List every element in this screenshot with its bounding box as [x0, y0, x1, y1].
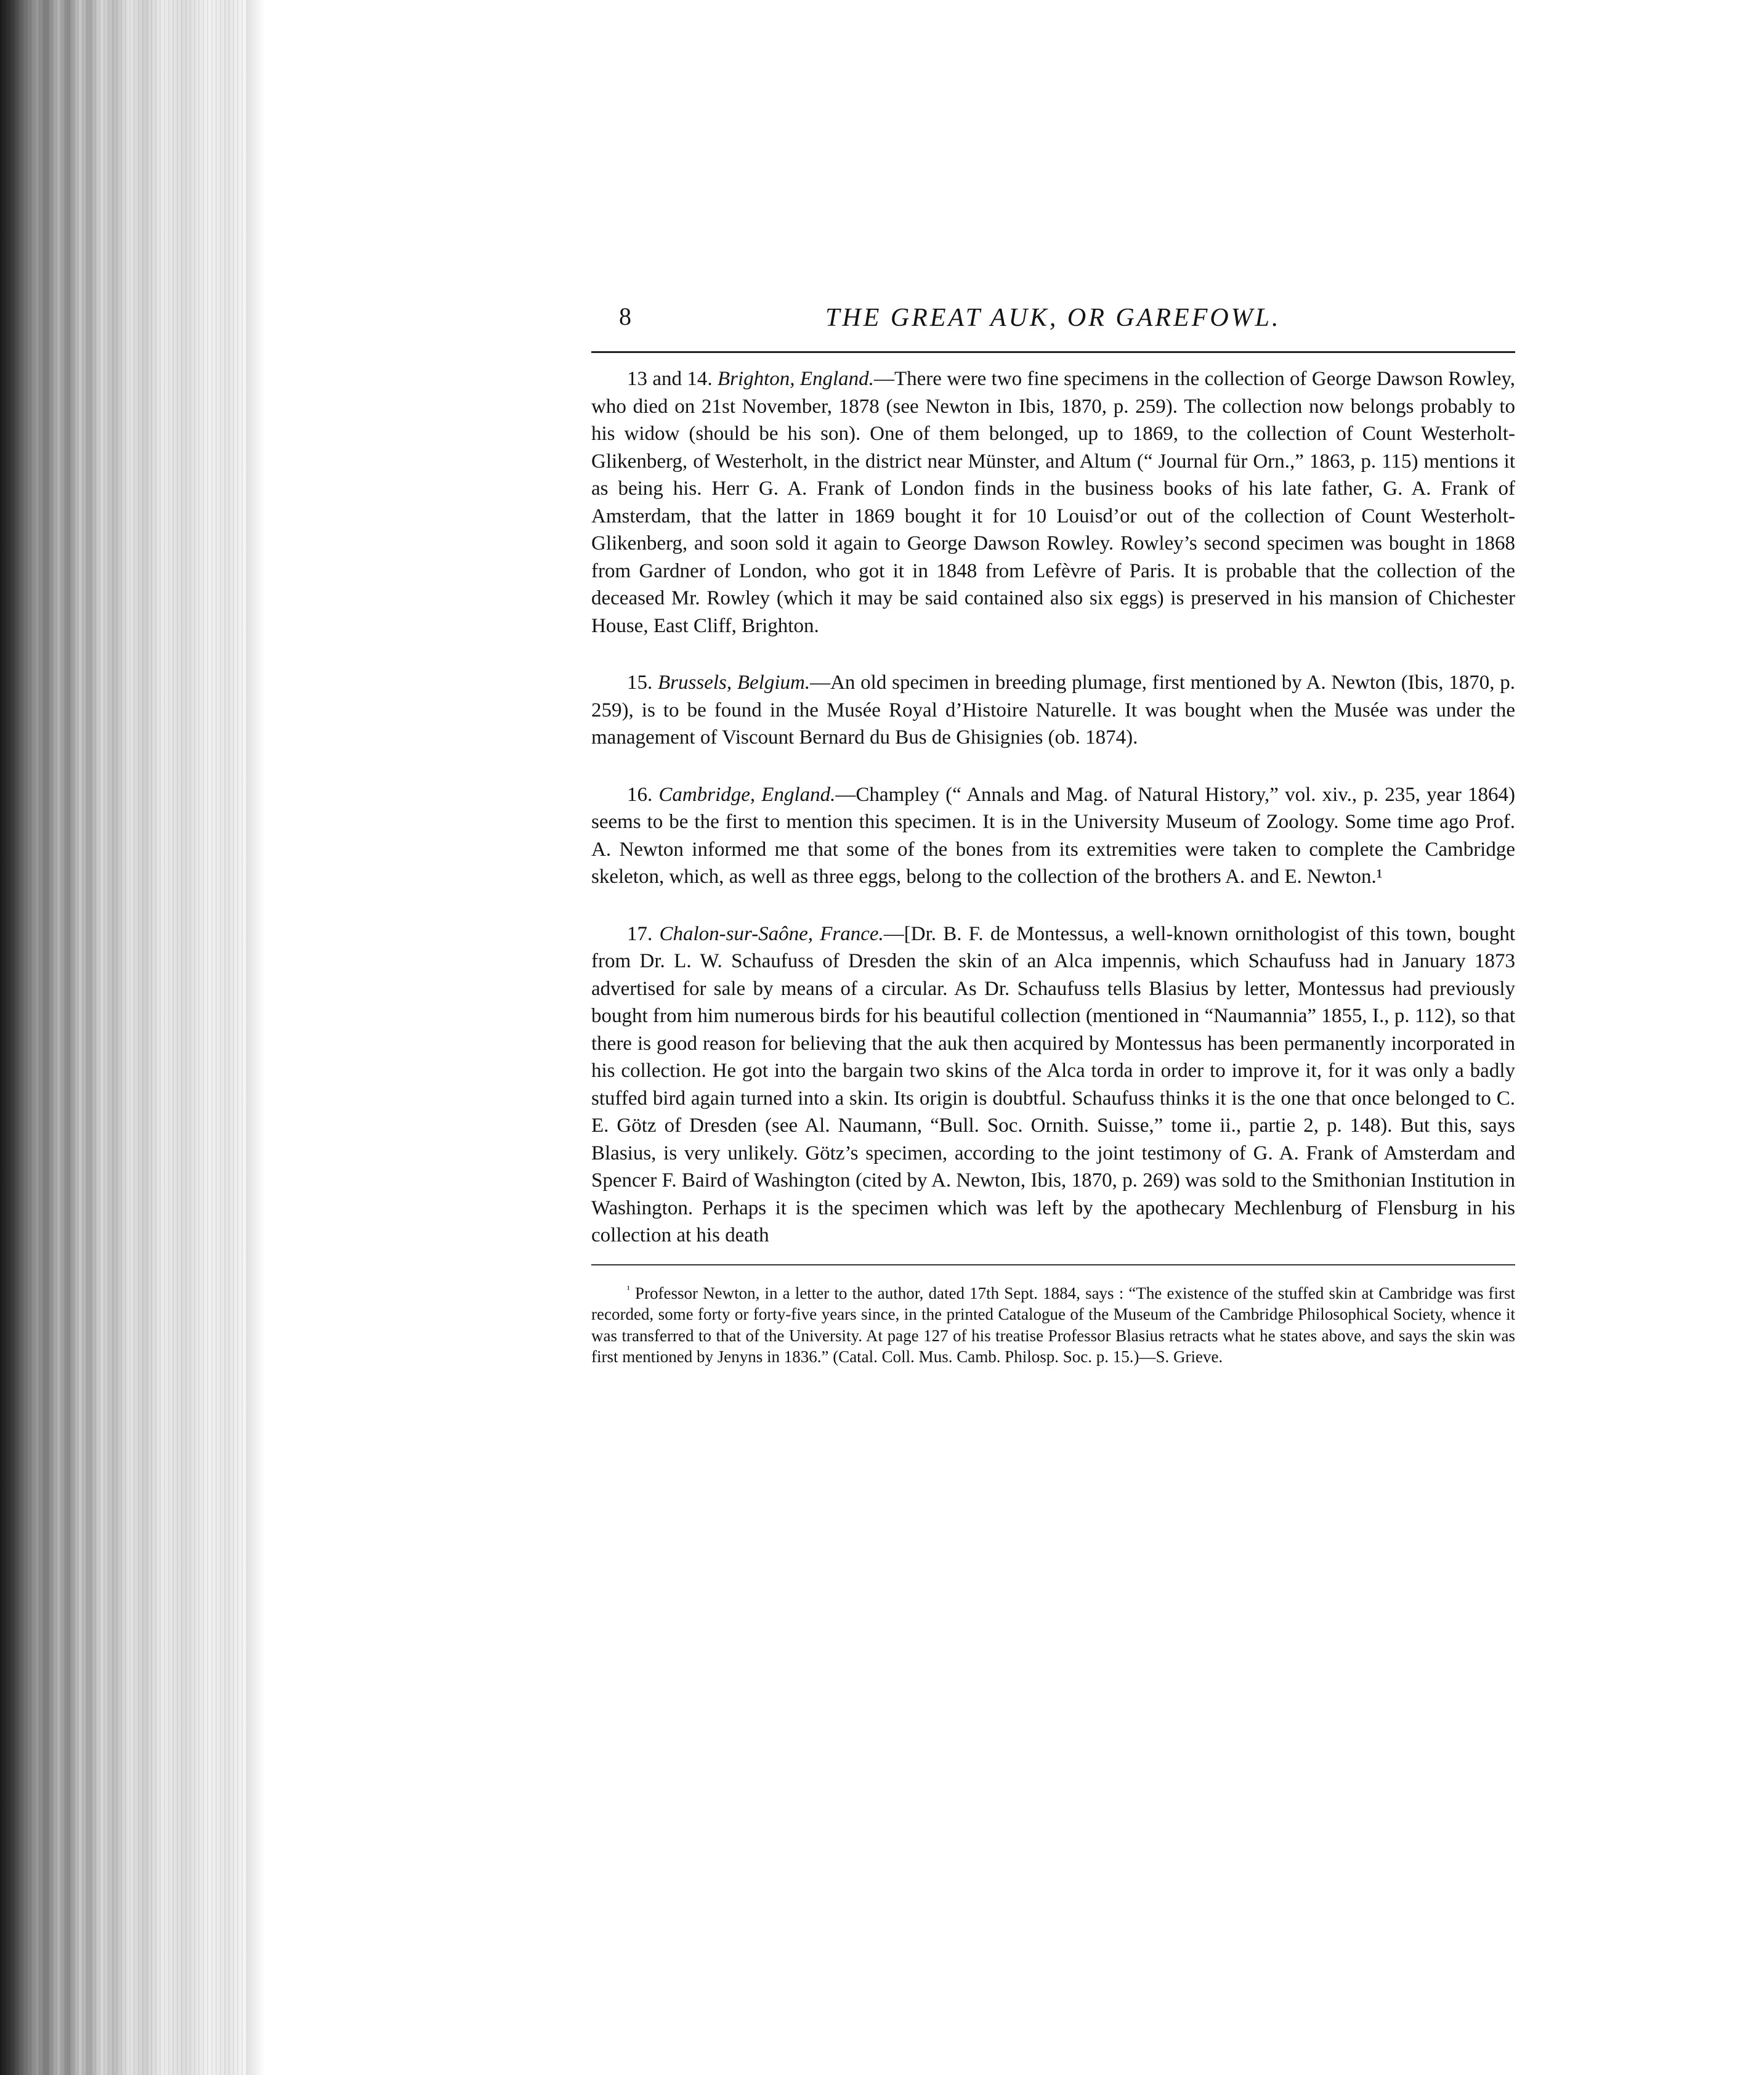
book-page [591, 296, 1515, 1368]
body-text [591, 365, 1515, 1249]
entry-place: Chalon-sur-Saône, France. [659, 922, 884, 945]
entry-text: —An old specimen in breeding plumage, first mentioned by A. Newton (Ibis, 1870, p. 259), is to be found in the Musée Royal d’Histoire Naturelle. It was bought when the Musée was under the management of Viscount Bernard du Bus de Ghisignies (ob. 1874). [591, 672, 1515, 749]
entry-number: 16. [627, 783, 653, 806]
paragraph-entry-13-14 [591, 365, 1515, 640]
book-edge [0, 0, 246, 2075]
page-edges [0, 0, 246, 2075]
entry-text: —Champley (“ Annals and Mag. of Natural History,” vol. xiv., p. 235, year 1864) seems to be the first to mention this specimen. It is in the University Museum of Zoology. Some time ago Prof. A. Newton informed me that some of the bones from its extremities were taken to complete the Cambridge skeleton, which, as well as three eggs, belong to the collection of the brothers A. and E. Newton.¹ [591, 783, 1516, 888]
footnote [591, 1283, 1515, 1368]
footnote-rule [591, 1264, 1515, 1265]
entry-text: —There were two fine specimens in the collection of George Dawson Rowley, who died on 21st November, 1878 (see Newton in Ibis, 1870, p. 259). The collection now belongs probably to his widow (should be his son). One of them belonged, up to 1869, to the collection of Count Westerholt-Glikenberg, of Westerholt, in the district near Münster, and Altum (“ Journal für Orn.,” 1863, p. 115) mentions it as being his. Herr G. A. Frank of London finds in the business books of his late father, G. A. Frank of Amsterdam, that the latter in 1869 bought it for 10 Louisd’or out of the collection of Count Westerholt-Glikenberg, and soon sold it again to George Dawson Rowley. Rowley’s second specimen was bought in 1868 from Gardner of London, who got it in 1848 from Lefèvre of Paris. It is probable that the collection of the deceased Mr. Rowley (which it may be said contained also six eggs) is preserved in his mansion of Chichester House, East Cliff, Brighton. [591, 368, 1515, 637]
paragraph-entry-16 [591, 781, 1515, 891]
footnote-text: Professor Newton, in a letter to the author, dated 17th Sept. 1884, says : “The existence of the stuffed skin at Cambridge was first recorded, some forty or forty-five years since, in the printed Catalogue of the Museum of the Cambridge Philosophical Society, whence it was transferred to that of the University. At page 127 of his treatise Professor Blasius retracts what he states above, and says the skin was first mentioned by Jenyns in 1836.” (Catal. Coll. Mus. Camb. Philosp. Soc. p. 15.)—S. Grieve. [591, 1283, 1516, 1366]
entry-number: 15. [627, 672, 653, 694]
entry-text: —[Dr. B. F. de Montessus, a well-known ornithologist of this town, bought from Dr. L. W. Schaufuss of Dresden the skin of an Alca impennis, which Schaufuss had in January 1873 advertised for sale by means of a circular. As Dr. Schaufuss tells Blasius by letter, Montessus had previously bought from him numerous birds for his beautiful collection (mentioned in “Naumannia” 1855, I., p. 112), so that there is good reason for believing that the auk then acquired by Montessus has been permanently incorporated in his collection. He got into the bargain two skins of the Alca torda in order to improve it, for it was only a badly stuffed bird again turned into a skin. Its origin is doubtful. Schaufuss thinks it is the one that once belonged to C. E. Götz of Dresden (see Al. Naumann, “Bull. Soc. Ornith. Suisse,” tome ii., partie 2, p. 148). But this, says Blasius, is very unlikely. Götz’s specimen, according to the joint testimony of G. A. Frank of Amsterdam and Spencer F. Baird of Washington (cited by A. Newton, Ibis, 1870, p. 269) was sold to the Smithonian Institution in Washington. Perhaps it is the specimen which was left by the apothecary Mechlenburg of Flensburg in his collection at his death [591, 922, 1516, 1246]
page-header [591, 296, 1515, 353]
entry-place: Brighton, England. [717, 368, 874, 390]
page-number: 8 [619, 303, 631, 330]
page-shadow [246, 0, 265, 2075]
entry-number: 13 and 14. [627, 368, 713, 390]
footnote-marker: ¹ [627, 1283, 630, 1295]
entry-number: 17. [627, 922, 653, 945]
entry-place: Cambridge, England. [658, 783, 836, 806]
entry-place: Brussels, Belgium. [658, 672, 811, 694]
paragraph-entry-15 [591, 669, 1515, 752]
paragraph-entry-17 [591, 920, 1515, 1249]
running-title: THE GREAT AUK, OR GAREFOWL. [825, 304, 1281, 332]
